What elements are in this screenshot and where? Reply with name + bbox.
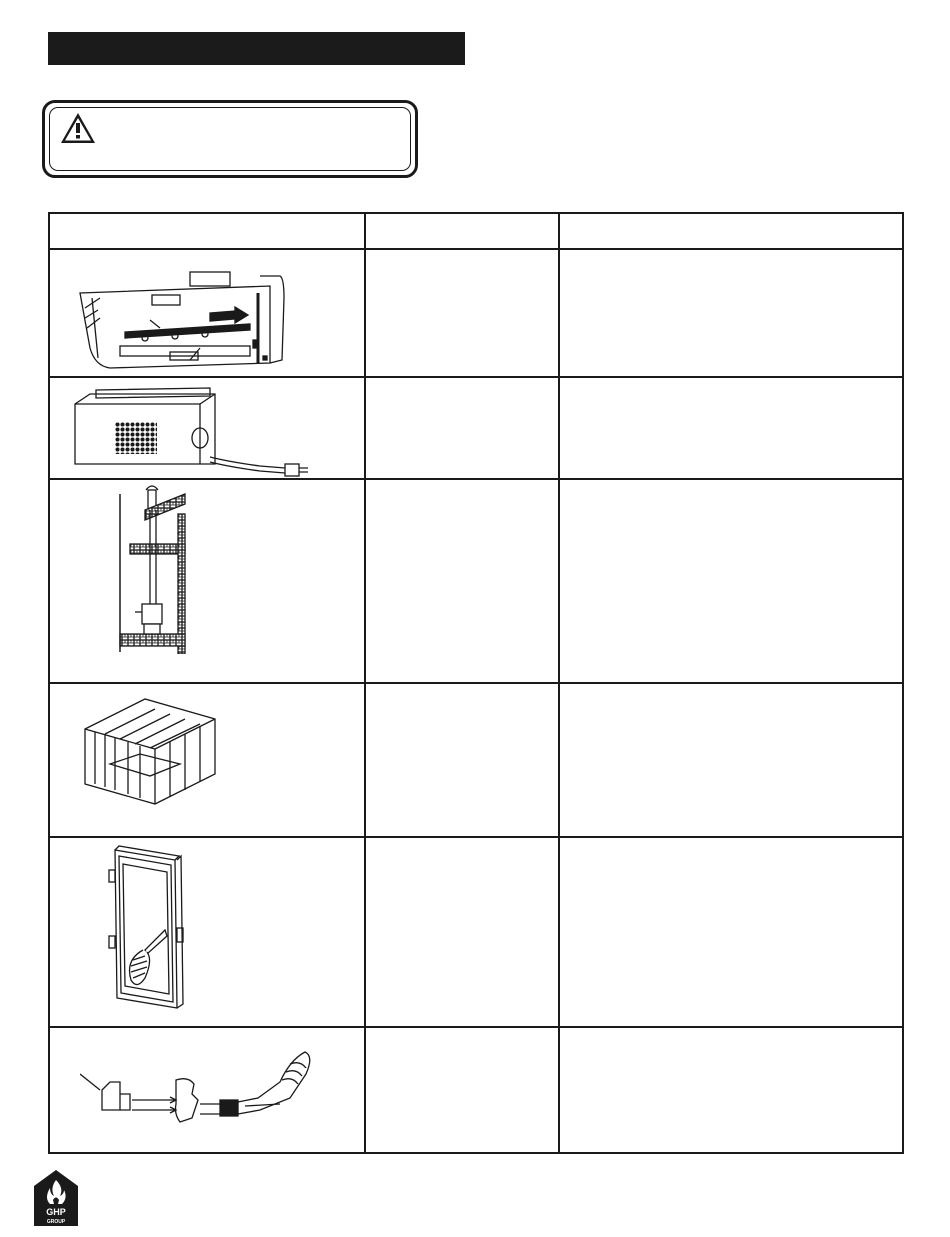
parts-table bbox=[48, 212, 904, 1154]
firebox-cutaway-illustration bbox=[70, 268, 290, 372]
valve-connector-illustration bbox=[80, 1034, 320, 1146]
logo-text-group: GROUP bbox=[46, 1219, 66, 1225]
warning-callout bbox=[42, 100, 418, 178]
row-divider-4 bbox=[50, 836, 902, 838]
refractory-panels-illustration bbox=[80, 694, 220, 806]
row-divider-2 bbox=[50, 478, 902, 480]
ghp-group-logo bbox=[34, 1170, 78, 1226]
logo-text-ghp: GHP bbox=[46, 1207, 66, 1217]
chimney-flue-illustration bbox=[110, 484, 200, 654]
section-title-bar bbox=[48, 32, 465, 65]
blower-unit-illustration bbox=[70, 382, 340, 478]
header-row-divider bbox=[50, 248, 902, 250]
row-divider-5 bbox=[50, 1026, 902, 1028]
warning-triangle-icon bbox=[59, 111, 97, 145]
glass-door-illustration bbox=[105, 840, 195, 1016]
row-divider-3 bbox=[50, 682, 902, 684]
row-divider-1 bbox=[50, 376, 902, 378]
